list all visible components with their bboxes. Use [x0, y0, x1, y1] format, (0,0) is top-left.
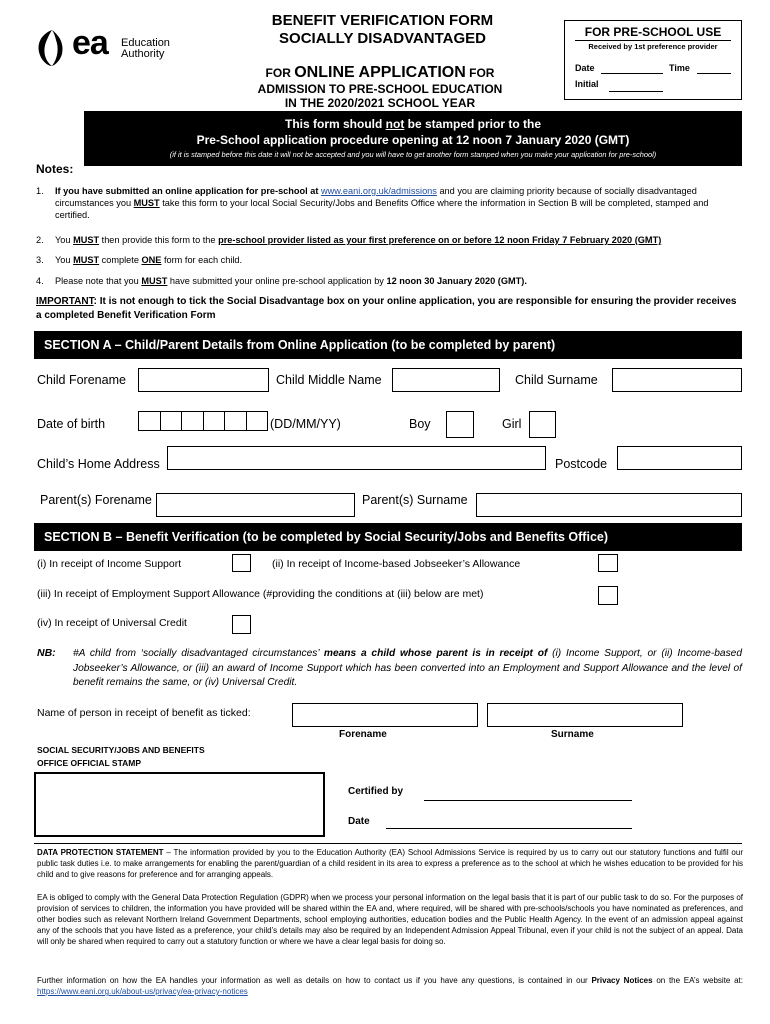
boy-checkbox[interactable] [446, 411, 474, 438]
esa-checkbox[interactable] [598, 586, 618, 605]
note-3: 3. You MUST complete ONE form for each child. [36, 255, 243, 265]
official-stamp-box [34, 772, 325, 837]
jobseekers-label: (ii) In receipt of Income-based Jobseeker’s Allowance [272, 558, 521, 570]
online-application-title: FOR ONLINE APPLICATION FOR [265, 64, 495, 81]
preschool-received: Received by 1st preference provider [588, 42, 718, 51]
child-forename-input[interactable] [138, 368, 269, 392]
child-middle-label: Child Middle Name [276, 373, 382, 387]
girl-checkbox[interactable] [529, 411, 556, 438]
further-information: Further information on how the EA handles your information as well as details on how to contact us if you have any questions, is contained in our Privacy Notices on the EA’s website at: https://www.eani.org.uk/about-us/privacy/ea-privacy-notices [37, 976, 744, 996]
income-support-label: (i) In receipt of Income Support [37, 558, 182, 570]
dob-label: Date of birth [37, 417, 106, 431]
home-address-input[interactable] [167, 446, 546, 470]
note-4: 4. Please note that you MUST have submitted your online pre-school application by 12 noon 30 January 2020 (GMT). [36, 276, 527, 286]
preschool-date-field[interactable] [601, 73, 663, 74]
date-label: Date [348, 816, 370, 827]
dob-format-label: (DD/MM/YY) [270, 417, 341, 431]
dob-input[interactable] [138, 411, 268, 431]
gdpr-statement: EA is obliged to comply with the General Data Protection Regulation (GDPR) when we process your personal information on the legal basis that it is part of our public task to do so. For the purposes of provision of services to children, the information you have provided will be shared within the EA and, where required, will be shared with pre-schools/schools you have nominated as preferences, and other bodies such as relevant Northern Ireland Government Departments, school employing authorities, education bodies and the Public Health Agency. In the event of an admission appeal against any of the schools that you have listed as a preference, your child’s details may also be required by an Independent Admission Appeal Tribunal, even if your child is not the subject of an appeal. Data will only be shared when required to carry out a statutory function or where we have a clear legal basis for doing so. [37, 893, 743, 946]
nb-label: NB: [37, 647, 56, 659]
preschool-initial-label: Initial [575, 79, 599, 89]
note-2: 2. You MUST then provide this form to the pre-school provider listed as your first preference on or before 12 noon Friday 7 February 2020 (GMT) [36, 235, 662, 245]
girl-label: Girl [502, 417, 522, 431]
boy-label: Boy [409, 417, 431, 431]
esa-label: (iii) In receipt of Employment Support Allowance (#providing the conditions at (iii) below are met) [37, 588, 484, 600]
parent-forename-input[interactable] [156, 493, 355, 517]
preschool-initial-field[interactable] [609, 91, 663, 92]
preschool-title: FOR PRE-SCHOOL USE [584, 25, 722, 39]
ea-logo [34, 24, 179, 70]
child-surname-input[interactable] [612, 368, 742, 392]
preschool-date-label: Date [575, 63, 595, 73]
income-support-checkbox[interactable] [232, 554, 251, 572]
note-1: 1. If you have submitted an online application for pre-school at www.eani.org.uk/admissions and you are claiming priority because of socially disadvantaged circumstances you MUST take this form to your local Social Security/Jobs and Benefits Office where the information in Section B will be completed, stamped and certified. [36, 186, 709, 220]
home-address-label: Child’s Home Address [37, 457, 160, 471]
ea-logo-icon [34, 28, 70, 68]
postcode-input[interactable] [617, 446, 742, 470]
logo-mark: ea [72, 24, 108, 62]
universal-credit-label: (iv) In receipt of Universal Credit [37, 617, 187, 629]
section-a-header: SECTION A – Child/Parent Details from Online Application (to be completed by parent) [34, 331, 742, 359]
date-field[interactable] [386, 828, 632, 829]
universal-credit-checkbox[interactable] [232, 615, 251, 634]
stamp-label: SOCIAL SECURITY/JOBS AND BENEFITS OFFICE OFFICIAL STAMP [37, 745, 205, 768]
benefit-surname-input[interactable] [487, 703, 683, 727]
child-middle-input[interactable] [392, 368, 500, 392]
notes-heading: Notes: [36, 162, 74, 176]
important-note: IMPORTANT: It is not enough to tick the Social Disadvantage box on your online application, you are responsible for ensuring the provider receives a completed Benefit Verification Form [36, 296, 737, 321]
nb-text: #A child from ‘socially disadvantaged circumstances’ means a child whose parent is in receipt of (i) Income Support, or (ii) Income-based Jobseeker’s Allowance, or (iii) an award of Income Support which has been converted into an Employment and Support Allowance and the level of benefit remains the same, or (iv) Universal Credit. [73, 648, 742, 688]
jobseekers-checkbox[interactable] [598, 554, 618, 572]
child-surname-label: Child Surname [515, 373, 598, 387]
section-b-header: SECTION B – Benefit Verification (to be completed by Social Security/Jobs and Benefits Office) [34, 523, 742, 551]
certified-by-label: Certified by [348, 786, 404, 797]
stamp-warning-banner: This form should not be stamped prior to the Pre-School application procedure opening at 12 noon 7 January 2020 (GMT) (if it is stamped before this date it will not be accepted and you will have to get another form stamped when you make your application for pre-school) [84, 111, 742, 166]
divider [34, 843, 742, 844]
privacy-notices-link[interactable]: https://www.eani.org.uk/about-us/privacy/ea-privacy-notices [37, 987, 248, 996]
parent-surname-input[interactable] [476, 493, 742, 517]
certified-by-field[interactable] [424, 800, 632, 801]
benefit-forename-input[interactable] [292, 703, 478, 727]
preschool-time-label: Time [669, 63, 690, 73]
form-title [245, 12, 520, 48]
data-protection-statement: DATA PROTECTION STATEMENT – The information provided by you to the Education Authority (EA) School Admissions Service is required by us to carry out our statutory functions and fulfil our public task duties i.e. to make arrangements for enabling the parent/guardian of a child resident in its area to express a preference as to the school at which he wishes education to be provided for his child and to give reasons for preference and for arranging appeals. [37, 848, 743, 879]
preschool-time-field[interactable] [697, 73, 731, 74]
parent-surname-label: Parent(s) Surname [362, 493, 468, 507]
title-line1: BENEFIT VERIFICATION FORM [271, 12, 494, 29]
preschool-use-box [564, 20, 742, 100]
logo-line1: Education [121, 37, 170, 49]
admission-title: ADMISSION TO PRE-SCHOOL EDUCATION IN THE 2020/2021 SCHOOL YEAR [257, 82, 503, 110]
postcode-label: Postcode [555, 457, 608, 471]
forename-caption: Forename [339, 729, 387, 740]
child-forename-label: Child Forename [37, 373, 126, 387]
parent-forename-label: Parent(s) Forename [40, 493, 152, 507]
name-person-label: Name of person in receipt of benefit as ticked: [37, 707, 251, 719]
logo-line2: Authority [121, 48, 165, 60]
title-line2: SOCIALLY DISADVANTAGED [279, 30, 486, 47]
admissions-link[interactable]: www.eani.org.uk/admissions [320, 186, 437, 196]
surname-caption: Surname [551, 729, 594, 740]
